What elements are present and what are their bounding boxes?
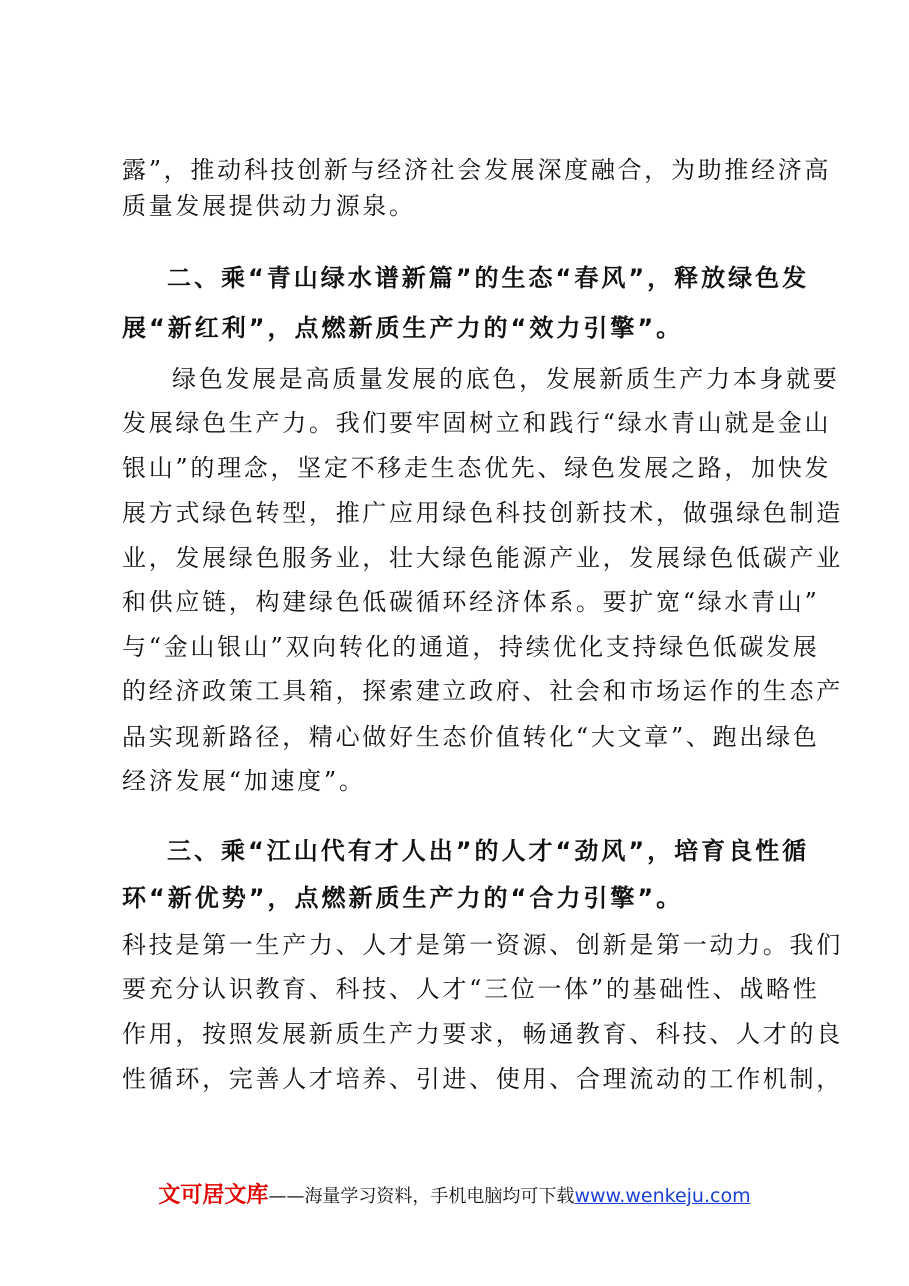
body-line: 质量发展提供动力源泉。 [122, 192, 416, 220]
body-line: 发展绿色生产力。我们要牢固树立和践行“绿水青山就是金山 [122, 409, 832, 437]
body-line: 与“金山银山”双向转化的通道，持续优化支持绿色低碳发展 [122, 633, 820, 661]
body-line: 展方式绿色转型，推广应用绿色科技创新技术，做强绿色制造 [122, 499, 843, 527]
section-heading: 三、乘“江山代有才人出”的人才“劲风”，培育良性循 [167, 837, 810, 865]
footer-brand: 文可居文库 [158, 1183, 269, 1208]
body-line: 的经济政策工具箱，探索建立政府、社会和市场运作的生态产 [122, 677, 843, 705]
body-line: 绿色发展是高质量发展的底色，发展新质生产力本身就要 [172, 365, 840, 393]
body-line: 露”，推动科技创新与经济社会发展深度融合，为助推经济高 [122, 156, 832, 184]
body-line: 品实现新路径，精心做好生态价值转化“大文章”、跑出绿色 [122, 723, 820, 751]
body-line: 性循环，完善人才培养、引进、使用、合理流动的工作机制， [122, 1065, 843, 1093]
body-line: 经济发展“加速度”。 [122, 767, 366, 795]
body-line: 科技是第一生产力、人才是第一资源、创新是第一动力。我们 [122, 931, 843, 959]
body-line: 和供应链，构建绿色低碳循环经济体系。要扩宽“绿水青山” [122, 588, 820, 616]
section-heading: 二、乘“青山绿水谱新篇”的生态“春风”，释放绿色发 [167, 264, 810, 292]
body-line: 银山”的理念，坚定不移走生态优先、绿色发展之路，加快发 [122, 454, 832, 482]
section-heading: 环“新优势”，点燃新质生产力的“合力引擎”。 [122, 884, 684, 912]
body-line: 业，发展绿色服务业，壮大绿色能源产业，发展绿色低碳产业 [122, 544, 843, 572]
footer-tagline: ——海量学习资料，手机电脑均可下载 [268, 1186, 575, 1207]
body-line: 作用，按照发展新质生产力要求，畅通教育、科技、人才的良 [122, 1020, 843, 1048]
section-heading: 展“新红利”，点燃新质生产力的“效力引擎”。 [122, 314, 684, 342]
body-line: 要充分认识教育、科技、人才“三位一体”的基础性、战略性 [122, 975, 820, 1003]
footer-banner [0, 1178, 909, 1215]
footer-site-link[interactable]: www.wenkeju.com [574, 1185, 751, 1207]
